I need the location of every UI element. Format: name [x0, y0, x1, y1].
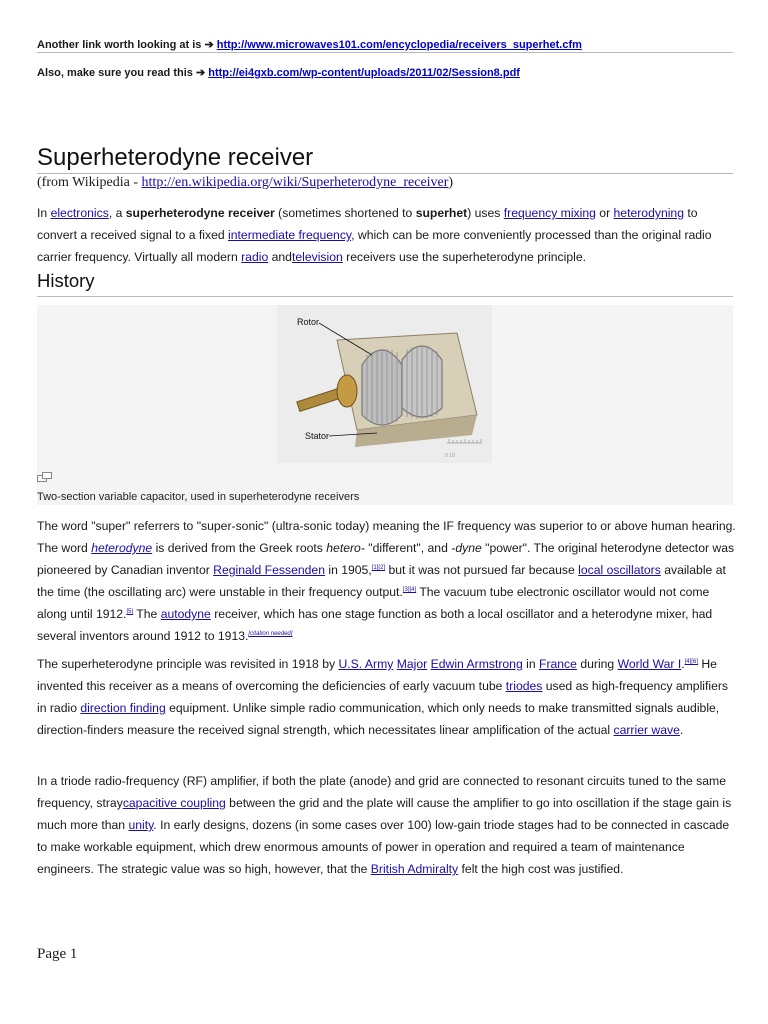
citation[interactable]: [4][6]	[684, 658, 698, 665]
text: The superheterodyne principle was revisited in 1918 by	[37, 657, 339, 671]
text: The word "super" referrers to "super-sonic" (ultra-sonic today) meaning the IF frequency was superior to or above human hearing. The word	[37, 519, 736, 555]
source-prefix: (from Wikipedia -	[37, 175, 142, 190]
text: receiver, which has one stage function as both a local oscillator and a heterodyne mixer, had several inventors around 1912 to 1913.	[37, 607, 713, 643]
text: In	[37, 206, 51, 220]
text: in 1905,	[324, 563, 372, 577]
wikipedia-link[interactable]: http://en.wikipedia.org/wiki/Superheterodyne_receiver	[141, 175, 449, 190]
page-title: Superheterodyne receiver	[37, 144, 314, 171]
text: "different", and	[364, 541, 452, 555]
link-local-oscillators[interactable]: local oscillators	[578, 563, 661, 577]
link-triodes[interactable]: triodes	[505, 679, 543, 693]
text: between the grid and the plate will cause the amplifier to go into oscillation if the stage gain is much more than	[37, 796, 732, 832]
link-frequency-mixing[interactable]: frequency mixing	[503, 206, 596, 220]
variable-capacitor-image[interactable]	[277, 305, 492, 463]
link-direction-finding[interactable]: direction finding	[80, 701, 166, 715]
enlarge-icon[interactable]	[37, 472, 52, 483]
text: is derived from the Greek roots	[152, 541, 327, 555]
bold-term: superheterodyne receiver	[125, 206, 275, 220]
text: or	[595, 206, 614, 220]
text: In a triode radio-frequency (RF) amplifier, if both the plate (anode) and grid are connected to resonant circuits tuned to the same frequency, stray	[37, 774, 726, 810]
citation[interactable]: [1][2]	[371, 564, 386, 571]
link-major[interactable]: Major	[396, 657, 428, 671]
link-edwin-armstrong[interactable]: Edwin Armstrong	[430, 657, 523, 671]
text: equipment. Unlike simple radio communication, which only needs to make transmitted signals audible, direction-finders measure the received signal strength, which necessitates linear amplification of the actual	[37, 701, 720, 737]
history-heading: History	[37, 270, 95, 291]
link-british-admiralty[interactable]: British Admiralty	[370, 862, 459, 876]
divider	[37, 52, 733, 53]
link-autodyne[interactable]: autodyne	[160, 607, 211, 621]
text: .	[679, 723, 684, 737]
link-reginald-fessenden[interactable]: Reginald Fessenden	[213, 563, 325, 577]
text: felt the high cost was justified.	[458, 862, 624, 876]
page-number: Page 1	[37, 946, 78, 962]
text: "power". The original heterodyne detector was pioneered by Canadian inventor	[37, 541, 735, 577]
history-paragraph-1	[37, 515, 737, 647]
text: , which can be more conveniently processed than the original radio carrier frequency. Virtually all modern	[37, 228, 712, 264]
citation[interactable]: [3][4]	[402, 586, 417, 593]
link-us-army[interactable]: U.S. Army	[338, 657, 394, 671]
header-line-2	[37, 66, 520, 79]
source-suffix: )	[448, 175, 454, 190]
link-television[interactable]: television	[291, 250, 343, 264]
history-paragraph-2	[37, 653, 737, 741]
header-line-2-text: Also, make sure you read this ➔	[37, 67, 209, 79]
citation-needed[interactable]: [citation needed]	[248, 630, 293, 637]
text: The	[133, 607, 161, 621]
rotor-label: Rotor	[297, 317, 320, 327]
text: .	[681, 657, 685, 671]
text: (sometimes shortened to	[274, 206, 416, 220]
italic-term: -dyne	[451, 541, 482, 555]
text: during	[576, 657, 618, 671]
title-divider	[37, 173, 733, 174]
link-unity[interactable]: unity	[128, 818, 154, 832]
link-heterodyning[interactable]: heterodyning	[613, 206, 684, 220]
microwaves101-link[interactable]: http://www.microwaves101.com/encyclopedia/receivers_superhet.cfm	[216, 39, 582, 51]
text: to convert a received signal to a fixed	[37, 206, 698, 242]
session8-pdf-link[interactable]: http://ei4gxb.com/wp-content/uploads/2011/02/Session8.pdf	[208, 67, 520, 79]
italic-term: hetero-	[326, 541, 365, 555]
history-paragraph-3	[37, 770, 737, 880]
text: in	[522, 657, 539, 671]
bold-term: superhet	[415, 206, 468, 220]
text: receivers use the superheterodyne principle.	[342, 250, 586, 264]
link-carrier-wave[interactable]: carrier wave	[613, 723, 680, 737]
intro-paragraph	[37, 202, 737, 268]
history-divider	[37, 296, 733, 297]
text: He invented this receiver as a means of overcoming the deficiencies of early vacuum tube	[37, 657, 717, 693]
stator-label: Stator	[305, 431, 330, 441]
text: . In early designs, dozens (in some cases over 100) low-gain triode stages had to be connected in cascade to make workable equipment, which drew enormous amounts of power in operation and required a team of maintenance engineers. The strategic value was so high, however, that the	[37, 818, 730, 876]
link-radio[interactable]: radio	[241, 250, 269, 264]
figure-box	[37, 305, 733, 505]
figure-caption: Two-section variable capacitor, used in superheterodyne receivers	[37, 491, 360, 503]
text: used as high-frequency amplifiers in radio	[37, 679, 729, 715]
citation[interactable]: [5]	[126, 608, 134, 615]
link-heterodyne[interactable]: heterodyne	[91, 541, 153, 555]
header-line-1-text: Another link worth looking at is ➔	[37, 39, 217, 51]
link-france[interactable]: France	[539, 657, 577, 671]
source-line	[37, 175, 453, 191]
link-electronics[interactable]: electronics	[50, 206, 109, 220]
scale-label: 0 10	[445, 453, 455, 459]
text: , a	[108, 206, 126, 220]
link-capacitive-coupling[interactable]: capacitive coupling	[122, 796, 226, 810]
text: and	[268, 250, 292, 264]
text: but it was not pursued far because	[385, 563, 579, 577]
link-world-war-i[interactable]: World War I	[617, 657, 682, 671]
link-intermediate-frequency[interactable]: intermediate frequency	[228, 228, 352, 242]
text: ) uses	[467, 206, 504, 220]
text: available at the time (the oscillating arc) were unstable in their frequency output.	[37, 563, 726, 599]
text: The vacuum tube electronic oscillator would not come along until 1912.	[37, 585, 710, 621]
header-line-1	[37, 38, 582, 51]
